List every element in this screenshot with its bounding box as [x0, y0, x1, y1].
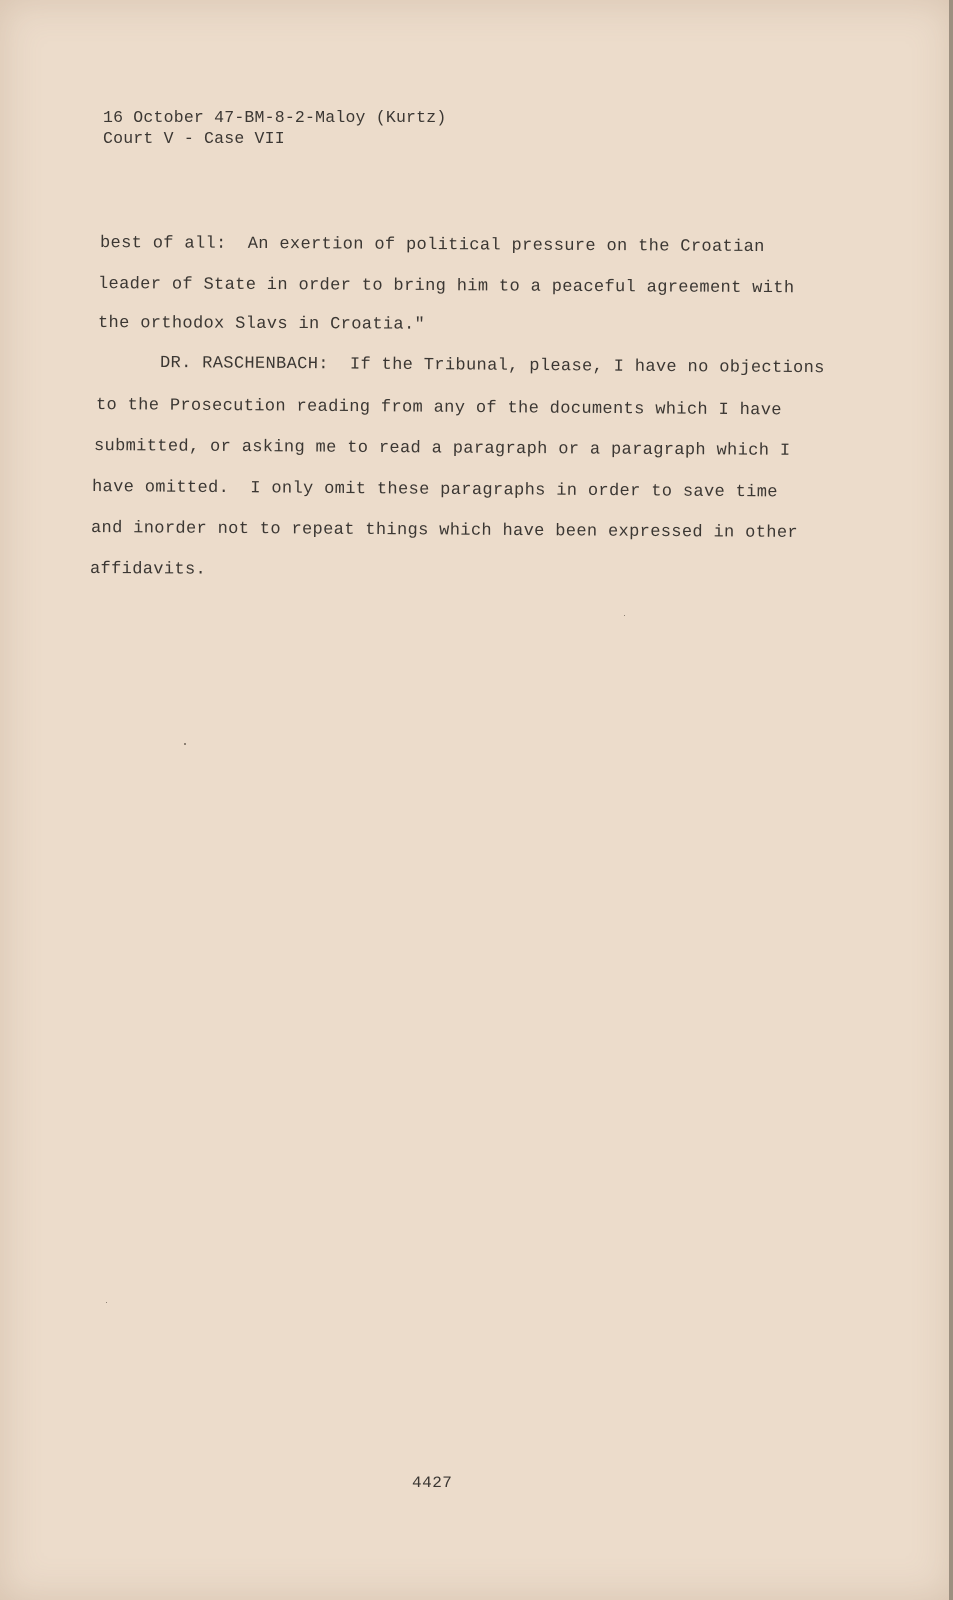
body-line: the orthodox Slavs in Croatia."	[97, 314, 426, 335]
body-line: to the Prosecution reading from any of the documents which I have	[95, 396, 782, 421]
body-line: and inorder not to repeat things which have been expressed in other	[90, 519, 799, 543]
page-edge	[949, 0, 953, 1600]
body-line: affidavits.	[89, 560, 207, 580]
paper-speck	[106, 1302, 107, 1303]
body-line: submitted, or asking me to read a paragraph or a paragraph which I	[93, 437, 791, 461]
document-header	[103, 107, 446, 149]
paper-speck	[184, 743, 186, 745]
speaker-line: DR. RASCHENBACH: If the Tribunal, please, I have no objections	[159, 354, 825, 379]
header-date-line: 16 October 47-BM-8-2-Maloy (Kurtz)	[103, 108, 447, 127]
page-number: 4427	[412, 1474, 453, 1492]
header-court-line: Court V - Case VII	[103, 129, 285, 148]
body-line: have omitted. I only omit these paragraphs in order to save time	[91, 478, 778, 503]
body-line: best of all: An exertion of political pressure on the Croatian	[99, 234, 765, 258]
paper-speck	[624, 615, 625, 616]
body-line: leader of State in order to bring him to a peaceful agreement with	[97, 275, 795, 299]
